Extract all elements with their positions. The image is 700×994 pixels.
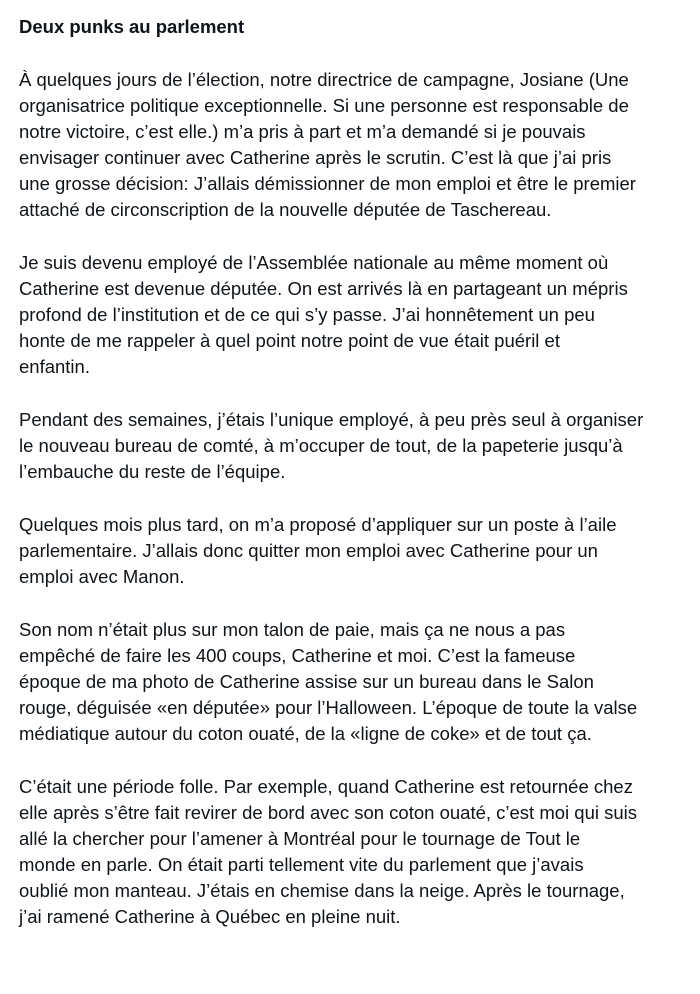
paragraph-5 [19, 617, 691, 747]
paragraph-line: empêché de faire les 400 coups, Catherine et moi. C’est la fameuse [19, 645, 576, 666]
paragraph-line: notre victoire, c’est elle.) m’a pris à part et m’a demandé si je pouvais [19, 121, 586, 142]
paragraph-line: oublié mon manteau. J’étais en chemise dans la neige. Après le tournage, [19, 880, 625, 901]
paragraph-1 [19, 67, 691, 223]
paragraph-4 [19, 512, 691, 590]
paragraph-line: allé la chercher pour l’amener à Montréal pour le tournage de Tout le [19, 828, 581, 849]
paragraph-line: une grosse décision: J’allais démissionner de mon emploi et être le premier [19, 173, 636, 194]
paragraph-line: Pendant des semaines, j’étais l’unique employé, à peu près seul à organiser [19, 409, 644, 430]
paragraph-line: Je suis devenu employé de l’Assemblée nationale au même moment où [19, 252, 609, 273]
article-title: Deux punks au parlement [19, 16, 245, 37]
paragraph-3 [19, 407, 691, 485]
paragraph-line: le nouveau bureau de comté, à m’occuper de tout, de la papeterie jusqu’à [19, 435, 623, 456]
paragraph-line: C’était une période folle. Par exemple, quand Catherine est retournée chez [19, 776, 633, 797]
paragraph-line: Son nom n’était plus sur mon talon de paie, mais ça ne nous a pas [19, 619, 566, 640]
paragraph-line: j’ai ramené Catherine à Québec en pleine nuit. [19, 906, 401, 927]
paragraph-line: époque de ma photo de Catherine assise sur un bureau dans le Salon [19, 671, 594, 692]
paragraph-line: rouge, déguisée «en députée» pour l’Halloween. L’époque de toute la valse [19, 697, 638, 718]
paragraph-line: elle après s’être fait revirer de bord avec son coton ouaté, c’est moi qui suis [19, 802, 638, 823]
paragraph-line: enfantin. [19, 356, 90, 377]
paragraph-line: organisatrice politique exceptionnelle. Si une personne est responsable de [19, 95, 629, 116]
paragraph-line: Catherine est devenue députée. On est arrivés là en partageant un mépris [19, 278, 628, 299]
paragraph-6 [19, 774, 691, 930]
paragraph-line: profond de l’institution et de ce qui s’y passe. J’ai honnêtement un peu [19, 304, 595, 325]
paragraph-line: attaché de circonscription de la nouvelle députée de Taschereau. [19, 199, 552, 220]
paragraph-line: emploi avec Manon. [19, 566, 185, 587]
paragraph-line: l’embauche du reste de l’équipe. [19, 461, 286, 482]
paragraph-line: À quelques jours de l’élection, notre directrice de campagne, Josiane (Une [19, 69, 629, 90]
paragraph-line: envisager continuer avec Catherine après le scrutin. C’est là que j’ai pris [19, 147, 612, 168]
article [19, 0, 691, 930]
paragraph-line: médiatique autour du coton ouaté, de la «ligne de coke» et de tout ça. [19, 723, 592, 744]
paragraph-line: Quelques mois plus tard, on m’a proposé d’appliquer sur un poste à l’aile [19, 514, 617, 535]
paragraph-line: honte de me rappeler à quel point notre point de vue était puéril et [19, 330, 560, 351]
paragraph-2 [19, 250, 691, 380]
paragraph-line: parlementaire. J’allais donc quitter mon emploi avec Catherine pour un [19, 540, 598, 561]
paragraph-line: monde en parle. On était parti tellement vite du parlement que j’avais [19, 854, 584, 875]
